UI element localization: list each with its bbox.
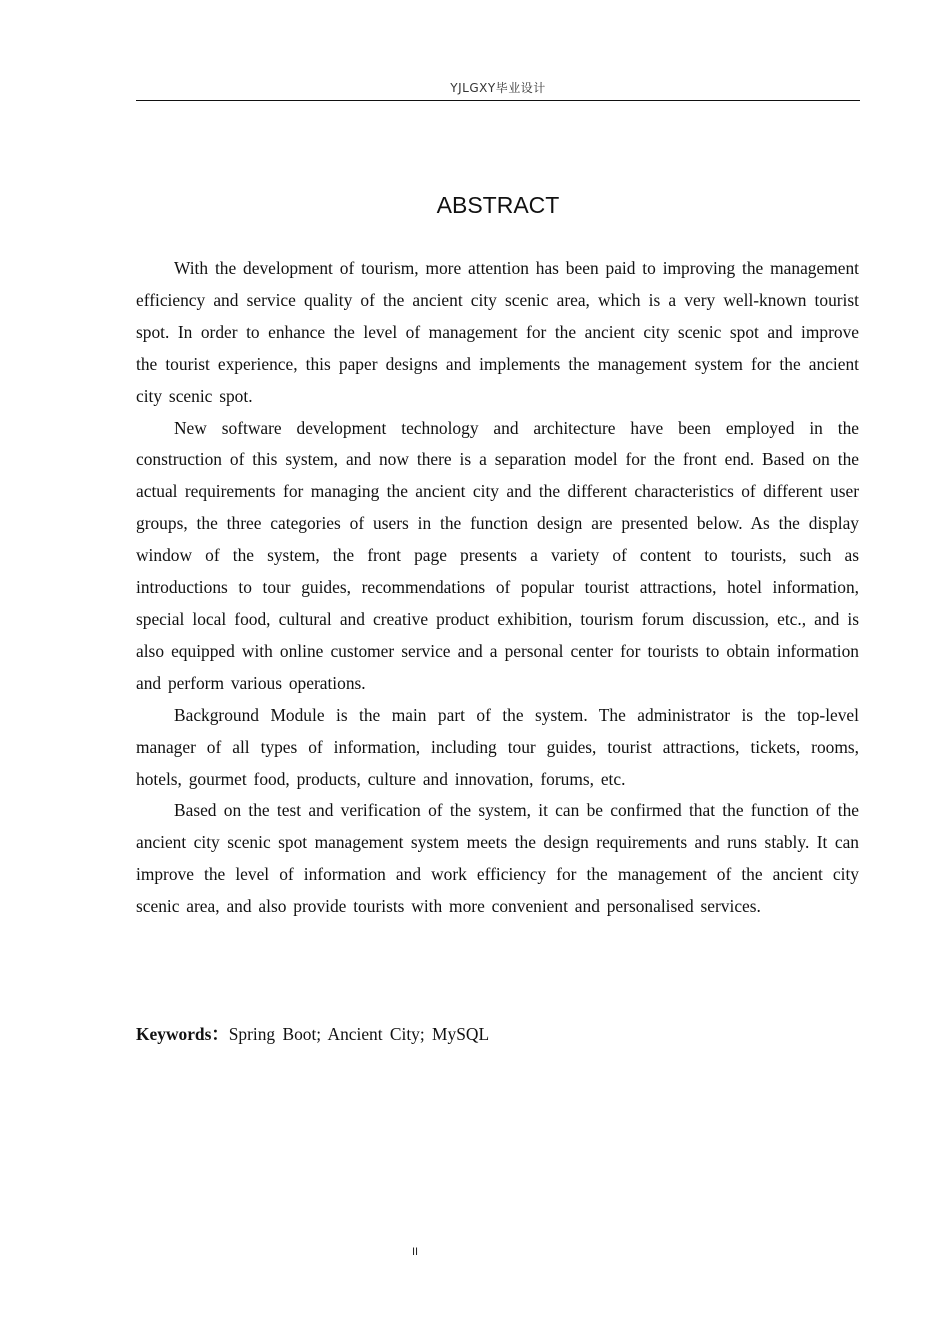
paragraph-4: Based on the test and verification of the system, it can be confirmed that the function of the ancient city scenic spot management system meets the design requirements and runs stably. It can improve the level of information and work efficiency for the management of the ancient city scenic area, and also provide tourists with more convenient and personalised services.: [136, 800, 859, 917]
header-rule: [136, 100, 860, 101]
paragraph-3: Background Module is the main part of the system. The administrator is the top-level manager of all types of information, including tour guides, tourist attractions, tickets, rooms, hotels, gourmet food, products, culture and innovation, forums, etc.: [136, 704, 859, 789]
abstract-title: ABSTRACT: [436, 192, 560, 218]
page-number: II: [411, 1246, 419, 1258]
keywords-line: [136, 1018, 860, 1050]
paragraph-1: With the development of tourism, more attention has been paid to improving the management efficiency and service quality of the ancient city scenic area, which is a very well-known tourist spot. In order to enhance the level of management for the ancient city scenic spot and improve the tourist experience, this paper designs and implements the management system for the ancient city scenic spot.: [136, 258, 859, 406]
keywords-label: Keywords：: [136, 1024, 229, 1044]
running-header: YJLGXY毕业设计: [450, 81, 546, 95]
keywords-text: Spring Boot; Ancient City; MySQL: [228, 1024, 490, 1044]
abstract-body: [136, 253, 859, 923]
paragraph-2: New software development technology and architecture have been employed in the construction of this system, and now there is a separation model for the front end. Based on the actual requirements for managing the ancient city and the different characteristics of different user groups, the three categories of users in the function design are presented below. As the display window of the system, the front page presents a variety of content to tourists, such as introductions to tour guides, recommendations of popular tourist attractions, hotel information, special local food, cultural and creative product exhibition, tourism forum discussion, etc., and is also equipped with online customer service and a personal center for tourists to obtain information and perform various operations.: [136, 417, 859, 693]
